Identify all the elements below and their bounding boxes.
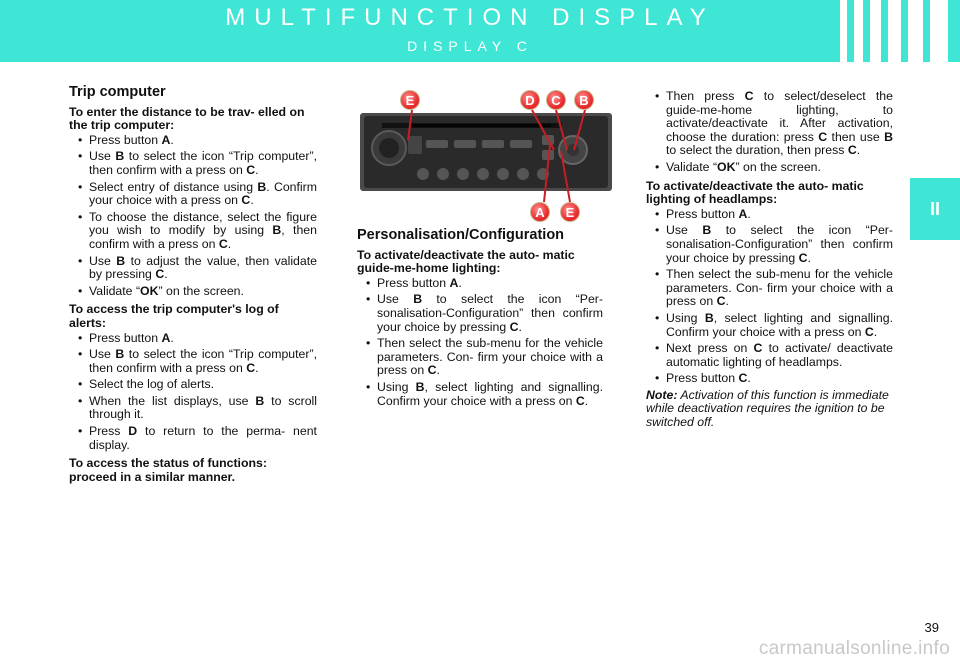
list-item [69,181,317,208]
steps-list [357,277,603,408]
list-item [69,425,317,452]
trip-computer-heading: Trip computer [69,84,166,100]
item-text: to select the duration, then press [666,143,848,158]
section-lead: To activate/deactivate the auto- matic guide-me-home lighting: [357,247,575,276]
item-text: . [873,324,878,339]
key-letter: B [115,347,125,362]
item-text: . [747,371,751,386]
list-item [646,372,893,386]
item-text: . [584,393,589,408]
item-text: to return to the perma- nent display. [89,424,317,452]
note-label: Note: [646,387,678,402]
header-stripes [840,0,960,62]
item-text: to activate/ deactivate automatic lighting of headlamps. [666,341,893,369]
list-item [646,342,893,369]
section-lead: To enter the distance to be trav- elled on the trip computer: [69,104,305,133]
item-text: Select entry of distance using [89,179,258,194]
item-text: Press button [377,275,450,290]
list-item [646,90,893,158]
callout-e-bottom: E [560,202,580,222]
list-item [69,150,317,177]
list-item [69,211,317,252]
list-item [69,332,317,346]
item-text: Use [89,347,116,362]
key-letter: C [241,193,251,208]
item-text: . [856,143,861,158]
callout-c: C [546,90,566,110]
item-text: Using [666,310,705,325]
item-text: Use [89,253,117,268]
item-text: Use [89,149,116,164]
item-text: Press button [666,206,739,221]
key-letter: B [704,310,714,325]
page-number: 39 [924,620,939,635]
list-item [357,337,603,378]
note-paragraph [646,389,893,430]
item-text: . [747,206,751,221]
item-text: Next press on [666,341,754,356]
item-text: , select lighting and signalling. Confirm your choice with a press on [377,379,603,408]
item-text: . [807,250,811,265]
key-letter: C [847,143,857,158]
key-letter: B [115,149,125,164]
item-text: When the list displays, use [89,393,256,408]
section-lead: To access the status of functions: proceed in a similar manner. [69,456,267,484]
steps-list [646,90,893,175]
key-letter: A [738,206,748,221]
page-header [0,0,960,62]
item-text: To choose the distance, select the figure you wish to modify by using [89,209,317,238]
key-letter: B [116,253,126,268]
item-text: . [518,319,522,334]
key-letter: B [415,379,425,394]
radio-illustration [356,88,614,222]
page-subtitle: DISPLAY C [407,38,533,54]
item-text: Using [377,379,416,394]
key-letter: OK [140,283,159,298]
item-text: Press button [89,330,162,345]
item-text: to select the icon “Per- sonalisation-Configuration” then confirm your choice by pressing [377,292,603,334]
key-letter: B [413,292,423,307]
item-text: to select the icon “Trip computer”, then confirm with a press on [89,149,317,177]
list-item [69,134,317,148]
callout-b: B [574,90,594,110]
item-text: , then confirm with a press on [89,223,317,251]
item-text: . [227,236,232,251]
item-text: . [255,360,259,375]
key-letter: B [702,223,712,238]
key-letter: A [449,275,459,290]
key-letter: D [128,424,138,439]
list-item [646,161,893,175]
item-text: Select the log of alerts. [89,377,215,392]
item-text: to select the icon “Per- sonalisation-Configuration” then confirm your choice by pressing [666,223,893,265]
key-letter: C [427,363,437,378]
item-text: Validate “ [89,283,141,298]
personalisation-heading: Personalisation/Configuration [357,227,565,243]
key-letter: C [818,129,828,144]
item-text: . [255,162,259,177]
callout-e-top: E [400,90,420,110]
key-letter: C [716,294,726,309]
item-text: Then select the sub-menu for the vehicle parameters. Con- firm your choice with a press on [666,267,893,309]
list-item [357,277,603,291]
key-letter: C [509,319,519,334]
list-item [69,285,317,299]
item-text: . [170,330,174,345]
item-text: , select lighting and signalling. Confirm your choice with a press on [666,310,893,339]
headlamps-column [646,90,893,430]
item-text: to select the icon “Trip computer”, then confirm with a press on [89,347,317,375]
key-letter: C [218,236,228,251]
item-text: . [170,132,174,147]
personalisation-column [357,229,603,411]
key-letter: C [738,371,748,386]
item-text: . [458,275,462,290]
callout-d: D [520,90,540,110]
key-letter: C [744,89,754,103]
key-letter: C [155,267,165,282]
item-text: . Confirm your choice with a press on [89,179,317,208]
list-item [646,224,893,265]
callout-a: A [530,202,550,222]
watermark: carmanualsonline.info [758,638,950,659]
list-item [646,312,893,339]
key-letter: B [272,223,282,238]
item-text: . [436,363,440,378]
list-item [357,293,603,334]
list-item [69,378,317,392]
steps-list [69,332,317,453]
chapter-tab: II [910,178,960,240]
list-item [69,395,317,422]
list-item [69,255,317,282]
key-letter: A [161,132,171,147]
item-text: Then select the sub-menu for the vehicle parameters. Con- firm your choice with a press on [377,336,603,378]
item-text: to adjust the value, then validate by pressing [89,253,317,282]
page-title: MULTIFUNCTION DISPLAY [225,4,715,31]
item-text: . [164,267,168,282]
item-text: to select/deselect the guide-me-home lighting, to activate/deactivate it. After activation, choose the duration: press [666,89,893,144]
key-letter: C [246,162,256,177]
list-item [646,268,893,309]
item-text: Then press [666,89,745,103]
section-lead: To access the trip computer's log of alerts: [69,302,279,330]
key-letter: C [753,341,763,356]
item-text: Use [666,223,703,238]
item-text: . [725,294,729,309]
item-text: to scroll through it. [89,393,317,422]
key-letter: A [161,330,171,345]
key-letter: C [798,250,808,265]
item-text: Press [89,424,129,439]
steps-list [646,208,893,386]
radio-panel-image [356,88,614,222]
note-text: Activation of this function is immediate while deactivation requires the ignition to be switched off. [646,387,889,430]
section-lead: To activate/deactivate the auto- matic lighting of headlamps: [646,178,864,207]
list-item [357,381,603,408]
list-item [646,208,893,222]
key-letter: C [864,324,874,339]
item-text: ” on the screen. [158,283,244,298]
item-text: Use [377,292,414,307]
key-letter: C [246,360,256,375]
item-text: then use [827,129,885,144]
list-item [69,348,317,375]
item-text: Press button [666,371,739,386]
item-text: . [250,193,254,208]
key-letter: C [575,393,585,408]
key-letter: B [255,393,265,408]
trip-computer-column [69,86,317,485]
key-letter: B [884,129,893,144]
item-text: Validate “ [666,159,718,174]
key-letter: OK [717,159,736,174]
key-letter: B [257,179,267,194]
item-text: Press button [89,132,162,147]
steps-list [69,134,317,299]
item-text: ” on the screen. [735,159,821,174]
